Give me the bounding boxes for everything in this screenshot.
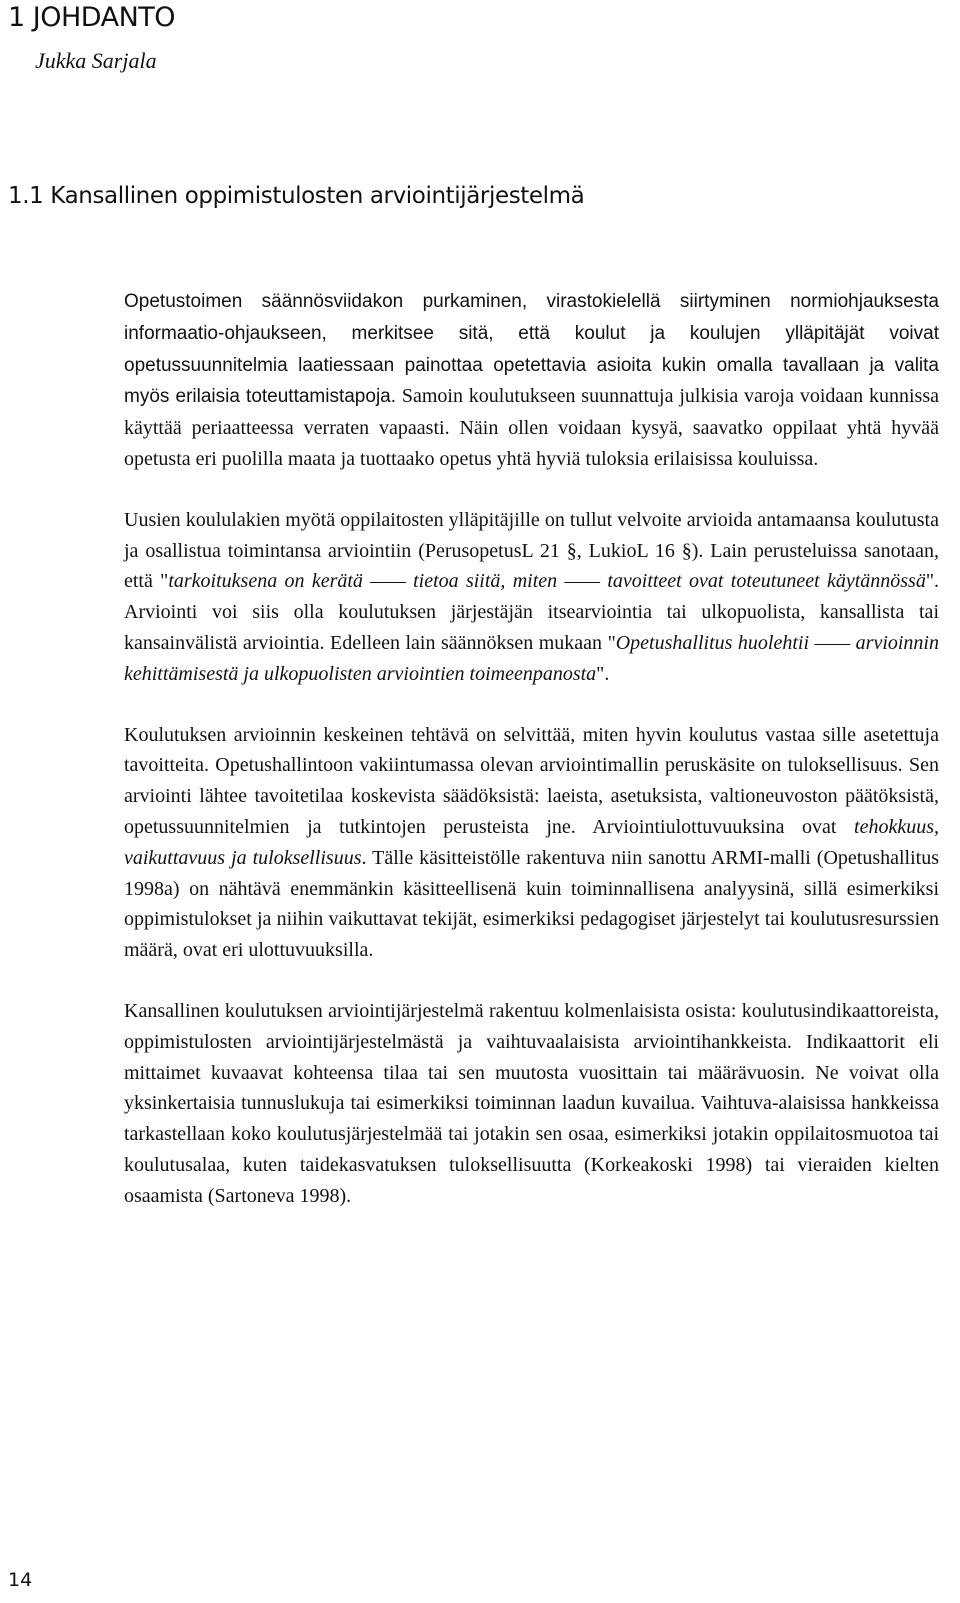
paragraph-2-part-c: ". Arviointi voi siis olla koulutuksen järjestäjän itsearviointia tai ulkopuolista, kansallista tai kansainvälistä arviointia. Edelleen lain säännöksen mukaan " bbox=[124, 570, 940, 654]
paragraph-2-quote-2: Opetushallitus huolehtii —— arvioinnin kehittämisestä ja ulkopuolisten arviointien toimeenpanosta bbox=[124, 631, 939, 685]
paragraph-3 bbox=[124, 720, 939, 966]
paragraph-2-part-a: Uusien koululakien myötä oppilaitosten ylläpitäjille on tullut velvoite arvioida antamaansa koulutusta ja osallistua toimintansa arviointiin (PerusopetusL 21 §, LukioL 16 §). Lain perusteluissa sanotaan, että " bbox=[124, 508, 939, 593]
paragraph-3-part-a: Koulutuksen arvioinnin keskeinen tehtävä on selvittää, miten hyvin koulutus vastaa sille asetettuja tavoitteita. Opetushallintoon vakiintumassa olevan arviointimallin peruskäsite on tuloksellisuus. Sen arviointi lähtee tavoitetilaa koskevista säädöksistä: laeista, asetuksista, valtioneuvoston päätöksistä, opetussuunnitelmien ja tutkintojen perusteista jne. Arviointiulottuvuuksina ovat bbox=[124, 723, 939, 838]
paragraph-2-part-e: ". bbox=[596, 662, 610, 685]
paragraph-3-part-c: . Tälle käsitteistölle rakentuva niin sanottu ARMI-malli (Opetushallitus 1998a) on nähtävä enemmänkin käsitteellisenä kuin toiminnallisena analyysinä, sillä esimerkiksi oppimistulokset ja niihin vaikuttavat tekijät, esimerkiksi pedagogiset järjestelyt tai koulutusresurssien määrä, ovat eri ulottuvuuksilla. bbox=[124, 846, 939, 962]
paragraph-4: Kansallinen koulutuksen arviointijärjestelmä rakentuu kolmenlaisista osista: koulutusindikaattoreista, oppimistulosten arviointijärjestelmästä ja vaihtuvaalaisista arviointihankkeista. Indikaattorit eli mittaimet kuvaavat kohteensa tilaa tai sen muutosta vuosittain tai määrävuosin. Ne voivat olla yksinkertaisia tunnuslukuja tai esimerkiksi toiminnan laadun kuvailua. Vaihtuva-alaisissa hankkeissa tarkastellaan koko koulutusjärjestelmää tai jotakin sen osaa, esimerkiksi jotakin oppilaitosmuotoa tai koulutusalaa, kuten taidekasvatuksen tuloksellisuutta (Korkeakoski 1998) tai vieraiden kielten osaamista (Sartoneva 1998). bbox=[124, 999, 939, 1207]
paragraph-1-part-c: Näin ollen voidaan kysyä, saavatko oppilaat yhtä hyvää opetusta eri puolilla maata ja tuottaako opetus yhtä hyviä tuloksia erilaisissa kouluissa. bbox=[124, 417, 940, 470]
page-number: 14 bbox=[8, 1569, 33, 1591]
paragraph-1-part-b: Samoin koulutukseen suunnattuja julkisia varoja voidaan kunnissa käyttää periaatteessa verraten vapaasti. bbox=[124, 385, 939, 440]
author-name: Jukka Sarjala bbox=[35, 48, 157, 73]
paragraph-1 bbox=[124, 286, 939, 475]
paragraph-2 bbox=[124, 505, 939, 690]
paragraph-3-emphasis: tehokkuus, vaikuttavuus ja tuloksellisuus bbox=[124, 815, 939, 869]
body-text bbox=[124, 286, 939, 1242]
paragraph-1-part-a: Opetustoimen säännösviidakon purkaminen, virastokielellä siirtyminen normiohjauksesta informaatio-ohjaukseen, merkitsee sitä, että koulut ja koulujen ylläpitäjät voivat opetussuunnitelmia laatiessaan painottaa opetettavia asioita kukin omalla tavallaan ja valita myös erilaisia toteuttamistapoja. bbox=[124, 291, 939, 408]
chapter-title: 1 JOHDANTO bbox=[8, 2, 176, 33]
paragraph-2-quote-1: tarkoituksena on kerätä —— tietoa siitä, miten —— tavoitteet ovat toteutuneet käytännössä bbox=[168, 570, 926, 593]
section-title: 1.1 Kansallinen oppimistulosten arviointijärjestelmä bbox=[8, 183, 585, 209]
